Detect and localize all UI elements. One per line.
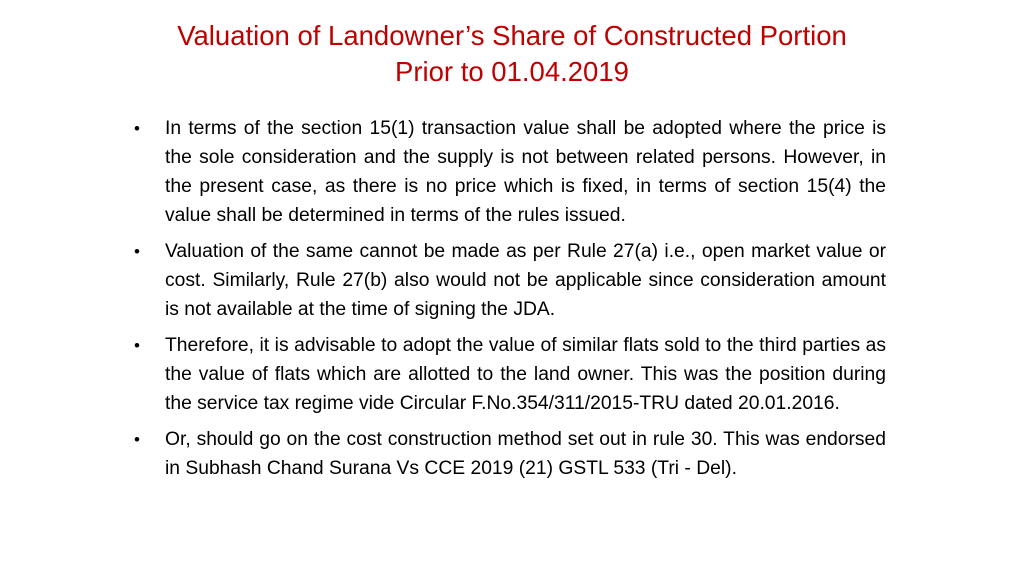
bullet-icon: • — [134, 430, 140, 449]
slide-title-line-1: Valuation of Landowner’s Share of Constructed Portion — [177, 20, 847, 51]
bullet-list — [134, 114, 886, 490]
bullet-item — [134, 425, 886, 483]
slide-title-line-2: Prior to 01.04.2019 — [395, 56, 629, 87]
slide-title — [80, 18, 944, 90]
bullet-item — [134, 237, 886, 324]
bullet-item — [134, 331, 886, 418]
bullet-text: Valuation of the same cannot be made as per Rule 27(a) i.e., open market value or cost. Similarly, Rule 27(b) also would not be applicable since consideration amount is not available at the time of signing the JDA. — [165, 241, 886, 320]
bullet-text: Therefore, it is advisable to adopt the value of similar flats sold to the third parties as the value of flats which are allotted to the land owner. This was the position during the service tax regime vide Circular F.No.354/311/2015-TRU dated 20.01.2016. — [165, 335, 886, 414]
bullet-item — [134, 114, 886, 230]
bullet-icon: • — [134, 336, 140, 355]
bullet-icon: • — [134, 242, 140, 261]
bullet-text: In terms of the section 15(1) transaction value shall be adopted where the price is the sole consideration and the supply is not between related persons. However, in the present case, as there is no price which is fixed, in terms of section 15(4) the value shall be determined in terms of the rules issued. — [165, 118, 886, 226]
bullet-text: Or, should go on the cost construction method set out in rule 30. This was endorsed in Subhash Chand Surana Vs CCE 2019 (21) GSTL 533 (Tri - Del). — [165, 429, 886, 479]
bullet-icon: • — [134, 119, 140, 138]
